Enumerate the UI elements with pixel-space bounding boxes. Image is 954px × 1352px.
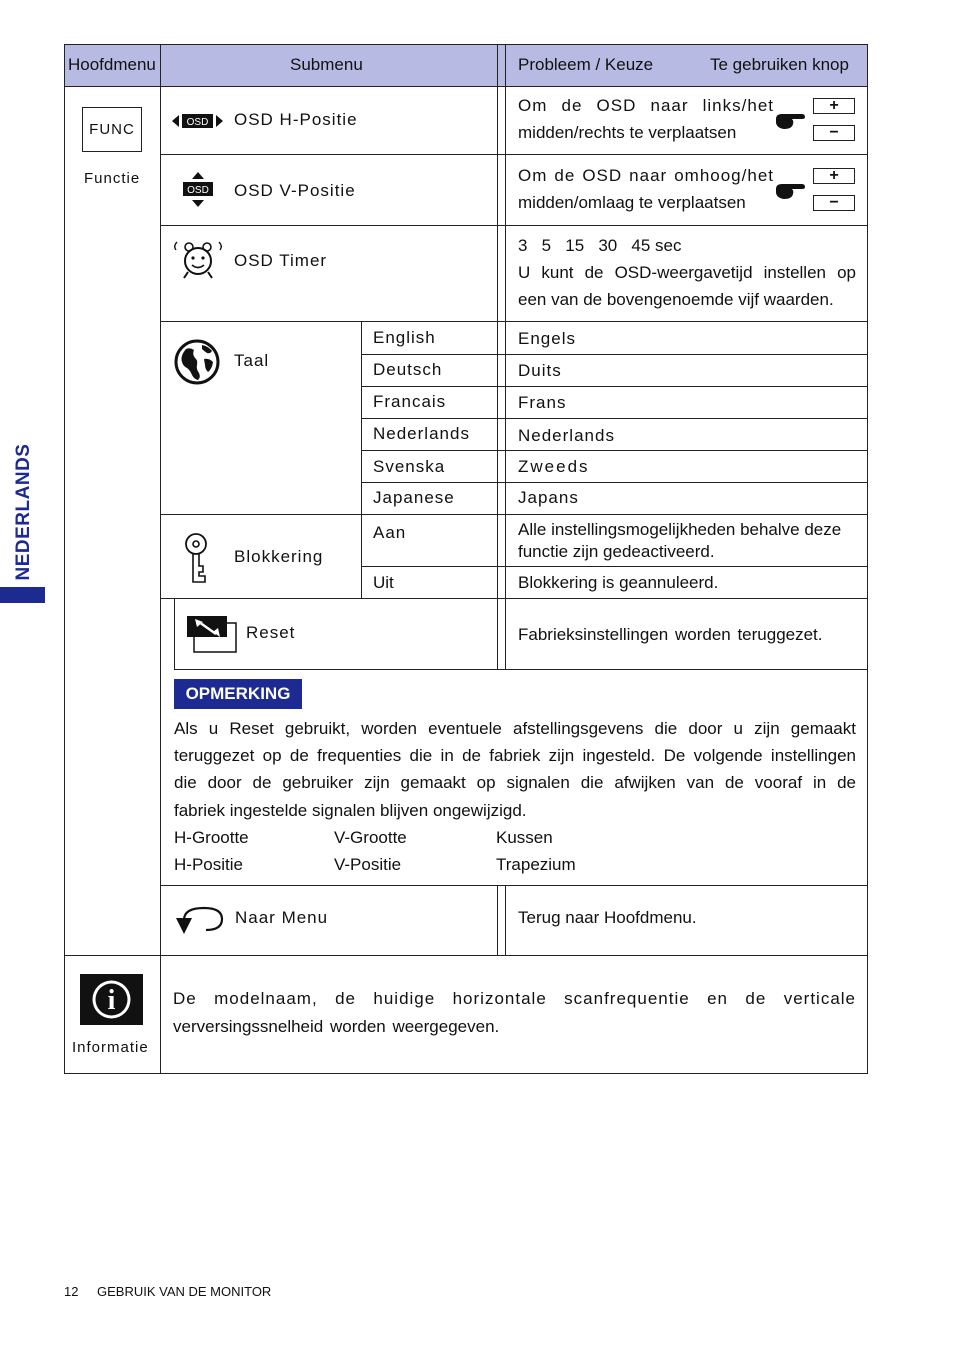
plus-symbol: + <box>829 97 839 114</box>
func-caption: Functie <box>84 170 141 187</box>
informatie-desc-line2: verversingssnelheid worden weergegeven. <box>173 1017 500 1036</box>
blokkering-aan-desc-line1: Alle instellingsmogelijkheden behalve deze <box>518 520 842 539</box>
information-icon-letter: i <box>107 985 116 1016</box>
header-hoofdmenu: Hoofdmenu <box>68 55 156 74</box>
note-item-trapezium: Trapezium <box>496 855 576 874</box>
globe-icon <box>174 339 220 385</box>
osd-v-icon-label: OSD <box>187 185 209 196</box>
func-key-label: FUNC <box>89 121 135 138</box>
pointing-hand-icon <box>774 110 806 132</box>
blokkering-aan-desc-line2: functie zijn gedeactiveerd. <box>518 542 715 561</box>
language-desc-francais: Frans <box>518 393 567 412</box>
language-option-francais: Francais <box>373 392 447 411</box>
osd-horizontal-icon <box>172 112 224 130</box>
note-item-v-positie: V-Positie <box>334 855 402 874</box>
taal-label: Taal <box>234 351 270 370</box>
note-badge: OPMERKING <box>174 679 302 709</box>
func-key-box <box>82 107 142 152</box>
side-tab-label: NEDERLANDS <box>13 443 34 581</box>
minus-button-icon <box>813 125 855 141</box>
note-item-v-grootte: V-Grootte <box>334 828 407 847</box>
blokkering-uit-desc: Blokkering is geannuleerd. <box>518 573 719 592</box>
osd-v-positie-label: OSD V-Positie <box>234 181 356 200</box>
osd-h-positie-label: OSD H-Positie <box>234 110 358 129</box>
note-item-h-positie: H-Positie <box>174 855 243 874</box>
footer-section-title: GEBRUIK VAN DE MONITOR <box>97 1284 272 1299</box>
language-option-english: English <box>373 328 436 347</box>
minus-button-icon <box>813 195 855 211</box>
blokkering-label: Blokkering <box>234 547 324 566</box>
minus-symbol: − <box>829 194 839 211</box>
osd-vertical-icon <box>182 172 214 208</box>
note-line1: Als u Reset gebruikt, worden eventuele afstellingsgevens die door u zijn gemaakt <box>174 719 856 738</box>
osd-h-icon-label: OSD <box>186 117 209 128</box>
osd-timer-desc-line2: een van de bovengenoemde vijf waarden. <box>518 290 834 309</box>
information-icon <box>80 974 143 1025</box>
return-arrow-icon <box>172 902 226 938</box>
plus-button-icon <box>813 168 855 184</box>
osd-h-desc-line2: midden/rechts te verplaatsen <box>518 123 737 142</box>
osd-v-desc-line1: Om de OSD naar omhoog/het <box>518 166 774 185</box>
header-probleem-keuze: Probleem / Keuze <box>518 55 654 74</box>
header-te-gebruiken-knop: Te gebruiken knop <box>710 55 849 74</box>
note-line4: fabriek ingestelde signalen blijven ongewijzigd. <box>174 801 527 820</box>
language-desc-deutsch: Duits <box>518 361 562 380</box>
page-number: 12 <box>64 1284 79 1299</box>
key-lock-icon <box>183 532 211 584</box>
pointing-hand-icon <box>774 180 806 202</box>
language-desc-english: Engels <box>518 329 576 348</box>
language-option-deutsch: Deutsch <box>373 360 443 379</box>
reset-icon <box>185 614 239 654</box>
language-option-nederlands: Nederlands <box>373 424 470 443</box>
language-option-svenska: Svenska <box>373 457 446 476</box>
language-option-japanese: Japanese <box>373 488 455 507</box>
language-desc-japanese: Japans <box>518 488 579 507</box>
header-submenu: Submenu <box>290 55 363 74</box>
osd-timer-values: 3 5 15 30 45 sec <box>518 236 682 255</box>
minus-symbol: − <box>829 124 839 141</box>
blokkering-aan: Aan <box>373 523 407 542</box>
informatie-caption: Informatie <box>72 1039 149 1056</box>
osd-h-desc-line1: Om de OSD naar links/het <box>518 96 774 115</box>
blokkering-uit: Uit <box>373 573 394 592</box>
naar-menu-desc: Terug naar Hoofdmenu. <box>518 908 697 927</box>
osd-timer-desc-line1: U kunt de OSD-weergavetijd instellen op <box>518 263 856 282</box>
side-tab-bar <box>0 587 45 603</box>
naar-menu-label: Naar Menu <box>235 908 329 927</box>
language-desc-svenska: Zweeds <box>518 457 590 476</box>
reset-label: Reset <box>246 623 296 642</box>
language-desc-nederlands: Nederlands <box>518 426 615 445</box>
note-line2: teruggezet op de frequenties die in de fabriek zijn ingesteld. De volgende instellingen <box>174 746 856 765</box>
alarm-clock-icon <box>170 240 226 280</box>
note-line3: die door de gebruiker zijn gemaakt op signalen die afwijken van de vooraf in de <box>174 773 856 792</box>
plus-button-icon <box>813 98 855 114</box>
note-item-kussen: Kussen <box>496 828 553 847</box>
reset-desc: Fabrieksinstellingen worden teruggezet. <box>518 625 823 644</box>
osd-timer-label: OSD Timer <box>234 251 328 270</box>
note-item-h-grootte: H-Grootte <box>174 828 249 847</box>
plus-symbol: + <box>829 167 839 184</box>
osd-v-desc-line2: midden/omlaag te verplaatsen <box>518 193 746 212</box>
informatie-desc-line1: De modelnaam, de huidige horizontale scanfrequentie en de verticale <box>173 989 856 1008</box>
